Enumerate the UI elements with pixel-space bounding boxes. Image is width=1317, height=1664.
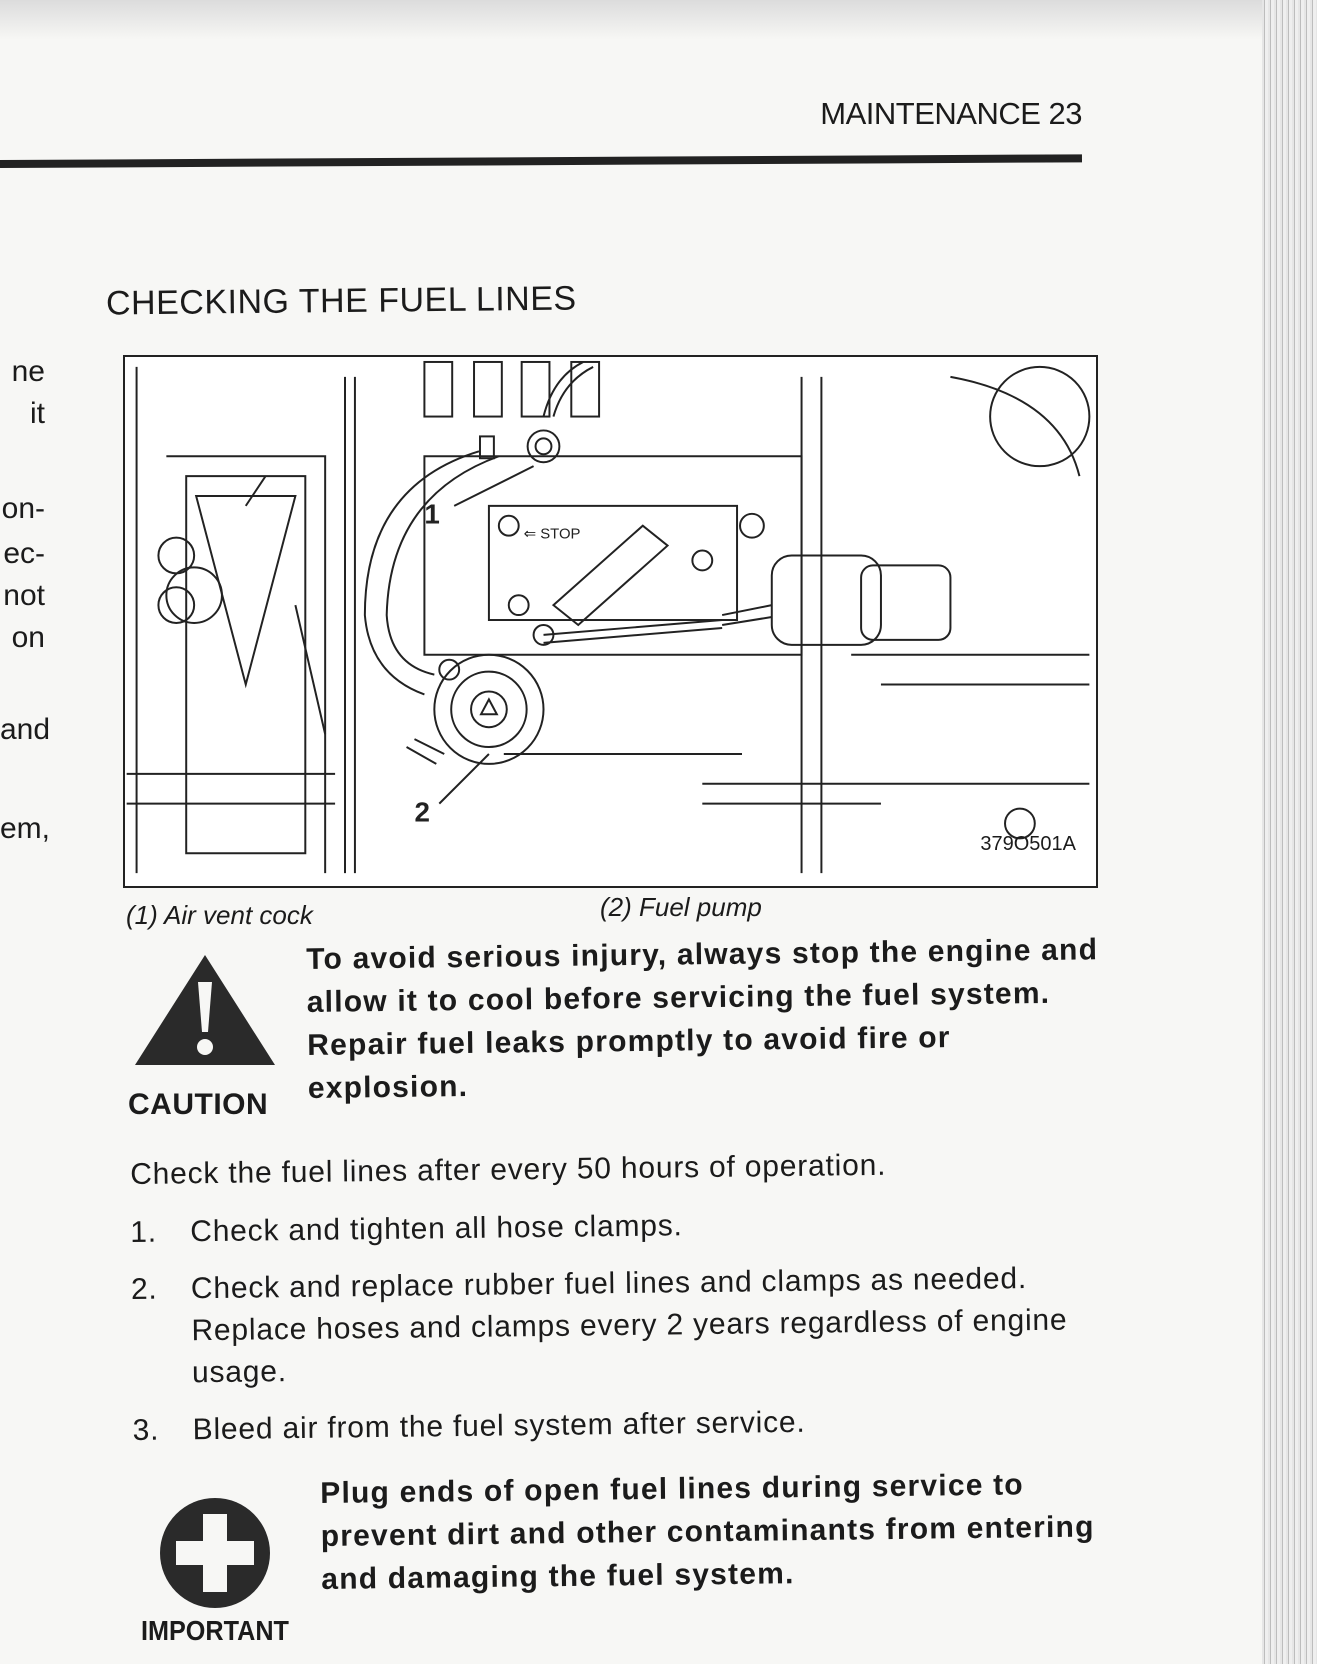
fuel-pump-drawing	[407, 655, 544, 764]
air-vent-cock	[480, 430, 559, 462]
left-margin-fragment: and	[0, 713, 51, 746]
list-item	[131, 1257, 1122, 1395]
header-rule	[0, 154, 1082, 168]
stop-label: ⇐ STOP	[523, 526, 581, 543]
list-item	[132, 1398, 1122, 1452]
left-margin-fragment: on-	[1, 492, 45, 525]
figure-code: 379O501A	[980, 833, 1076, 855]
list-item	[130, 1200, 1120, 1254]
left-margin-fragment: on	[11, 621, 45, 654]
list-item-number: 3.	[132, 1413, 160, 1447]
list-item-number: 1.	[130, 1215, 158, 1249]
caution-text: To avoid serious injury, always stop the engine and allow it to cool before servicing the fuel system. Repair fuel leaks promptly to avoid fire or explosion.	[306, 933, 1099, 1105]
left-margin-fragment: ec-	[3, 537, 45, 570]
steps-list	[130, 1200, 1123, 1467]
left-margin-fragment: ne	[11, 355, 45, 388]
engine-frame-right	[702, 367, 1089, 873]
left-margin-fragment: it	[30, 397, 45, 430]
list-item-text: Check and replace rubber fuel lines and clamps as needed. Replace hoses and clamps every 2 years regardless of engine usage.	[190, 1262, 1068, 1390]
section-title: CHECKING THE FUEL LINES	[105, 279, 577, 323]
callout-leader-2	[439, 754, 489, 804]
callout-1: 1	[424, 498, 440, 530]
list-item-number: 2.	[130, 1272, 158, 1306]
injector-lines	[424, 362, 599, 417]
caption-air-vent-cock: (1) Air vent cock	[126, 900, 313, 930]
important-cross-icon	[158, 1496, 273, 1611]
stop-solenoid	[722, 555, 950, 644]
scan-shadow	[0, 0, 1262, 40]
caption-fuel-pump: (2) Fuel pump	[600, 892, 762, 922]
injection-pump	[424, 456, 801, 754]
list-item-text: Check and tighten all hose clamps.	[190, 1209, 683, 1249]
left-margin-fragment: not	[3, 579, 45, 612]
important-label: IMPORTANT	[141, 1615, 289, 1646]
page-edge	[1262, 0, 1317, 1664]
fuel-hose	[365, 451, 499, 694]
list-item-text: Bleed air from the fuel system after service.	[192, 1405, 806, 1447]
left-margin-fragment: em,	[0, 812, 51, 845]
caution-triangle-icon	[130, 950, 280, 1070]
page-header-title: MAINTENANCE 23	[820, 96, 1082, 131]
fuel-system-illustration	[123, 355, 1098, 888]
engine-frame-left	[127, 367, 355, 873]
callout-2: 2	[414, 796, 430, 828]
intro-paragraph: Check the fuel lines after every 50 hours of operation.	[130, 1148, 887, 1191]
important-text: Plug ends of open fuel lines during service to prevent dirt and other contaminants from entering and damaging the fuel system.	[320, 1468, 1095, 1596]
caution-label: CAUTION	[128, 1088, 269, 1121]
